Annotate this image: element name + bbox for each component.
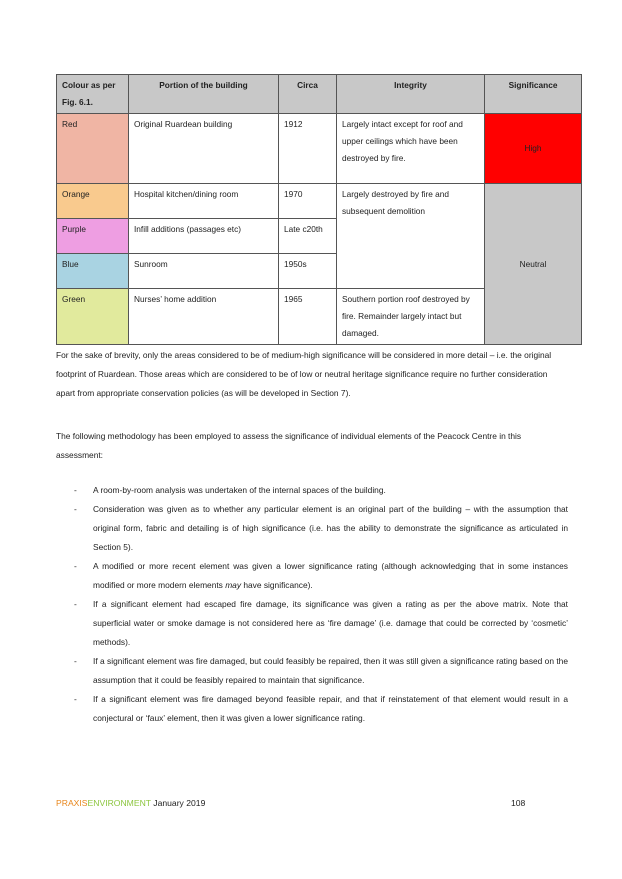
header-portion: Portion of the building: [129, 75, 279, 114]
list-item: - If a significant element was fire damaged, but could feasibly be repaired, then it was still given a significance rating based on the assumption that it could be feasibly repaired to maintain that significance.: [56, 652, 568, 690]
list-item-text: have significance).: [241, 580, 313, 590]
list-item: - If a significant element was fire damaged beyond feasible repair, and that if reinstatement of that element would result in a conjectural or ‘faux’ element, then it was given a lower significance rating.: [56, 690, 568, 728]
portion-cell: Sunroom: [129, 254, 279, 289]
circa-cell: 1970: [279, 184, 337, 219]
colour-cell: Orange: [57, 184, 129, 219]
header-colour: Colour as per Fig. 6.1.: [57, 75, 129, 114]
portion-cell: Hospital kitchen/dining room: [129, 184, 279, 219]
header-significance: Significance: [485, 75, 582, 114]
circa-cell: 1912: [279, 114, 337, 184]
header-integrity: Integrity: [337, 75, 485, 114]
footer-brand: [56, 798, 205, 808]
methodology-list: [56, 481, 568, 728]
list-item: - A room-by-room analysis was undertaken of the internal spaces of the building.: [56, 481, 568, 500]
integrity-cell: Southern portion roof destroyed by fire. Remainder largely intact but damaged.: [337, 289, 485, 345]
list-item-text: A modified or more recent element was given a lower significance rating (although acknowledging that in some instances modified or more modern elements: [93, 561, 568, 590]
table-row: [57, 184, 582, 219]
circa-cell: 1950s: [279, 254, 337, 289]
colour-cell: Green: [57, 289, 129, 345]
integrity-cell: Largely intact except for roof and upper ceilings which have been destroyed by fire.: [337, 114, 485, 184]
paragraph-brevity: For the sake of brevity, only the areas considered to be of medium-high significance will be considered in more detail – i.e. the original footprint of Ruardean. Those areas which are considered to be of low or neutral heritage significance require no further consideration apart from appropriate conservation policies (as will be developed in Section 7).: [56, 350, 552, 398]
list-item-emphasis: may: [225, 580, 242, 590]
brand-praxis: PRAXIS: [56, 798, 88, 808]
circa-cell: Late c20th: [279, 219, 337, 254]
colour-cell: Blue: [57, 254, 129, 289]
footer-date: January 2019: [150, 798, 206, 808]
list-item: - If a significant element had escaped fire damage, its significance was given a rating as per the above matrix. Note that superficial water or smoke damage is not considered here as ‘fire damage’ (i.e. damage that could be corrected by ‘cosmetic’ methods).: [56, 595, 568, 652]
list-item: [56, 557, 568, 595]
colour-cell: Red: [57, 114, 129, 184]
portion-cell: Nurses’ home addition: [129, 289, 279, 345]
integrity-cell: Largely destroyed by fire and subsequent demolition: [337, 184, 485, 289]
brand-environment: ENVIRONMENT: [87, 798, 151, 808]
significance-neutral-cell: Neutral: [485, 184, 582, 345]
header-circa: Circa: [279, 75, 337, 114]
circa-cell: 1965: [279, 289, 337, 345]
significance-high-cell: High: [485, 114, 582, 184]
portion-cell: Original Ruardean building: [129, 114, 279, 184]
table-header-row: [57, 75, 582, 114]
paragraph-methodology-intro: The following methodology has been employed to assess the significance of individual elements of the Peacock Centre in this assessment:: [56, 431, 522, 460]
portion-cell: Infill additions (passages etc): [129, 219, 279, 254]
table-row: [57, 114, 582, 184]
list-item: - Consideration was given as to whether any particular element is an original part of the building – with the assumption that original form, fabric and detailing is of high significance (i.e. has the ability to demonstrate the significance as articulated in Section 5).: [56, 500, 568, 557]
significance-table: [56, 74, 582, 345]
page-number: 108: [511, 798, 526, 808]
colour-cell: Purple: [57, 219, 129, 254]
